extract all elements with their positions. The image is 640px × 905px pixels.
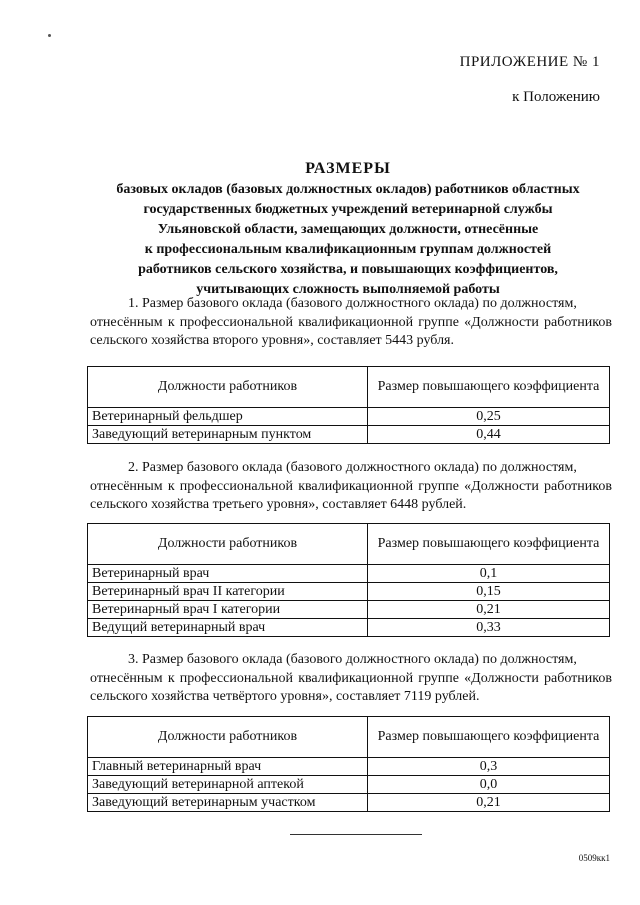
coefficient-cell: 0,21 [368, 601, 610, 619]
scan-speck [48, 34, 51, 37]
table-row [88, 758, 610, 776]
title-subtitle [70, 180, 626, 300]
section-1-table [87, 366, 610, 444]
section-2-table [87, 523, 610, 637]
section-3-paragraph [90, 651, 612, 707]
section-1-paragraph [90, 295, 612, 351]
coefficient-cell: 0,3 [368, 758, 610, 776]
position-cell: Заведующий ветеринарным пунктом [88, 426, 368, 444]
table-row [88, 426, 610, 444]
closing-divider [290, 834, 422, 835]
coefficient-cell: 0,15 [368, 583, 610, 601]
section-3-rest: отнесённым к профессиональной квалификационной группе «Должности работников сельского хозяйства четвёртого уровня», составляет 7119 рублей. [90, 670, 612, 704]
regulation-reference: к Положению [512, 89, 600, 105]
section-3-table [87, 716, 610, 812]
position-cell: Ветеринарный фельдшер [88, 408, 368, 426]
column-header-coefficient: Размер повышающего коэффициента [368, 367, 610, 408]
coefficient-cell: 0,1 [368, 565, 610, 583]
table-row [88, 776, 610, 794]
table-row [88, 601, 610, 619]
column-header-coefficient: Размер повышающего коэффициента [368, 524, 610, 565]
position-cell: Ветеринарный врач [88, 565, 368, 583]
title-line: работников сельского хозяйства, и повышающих коэффициентов, [138, 262, 558, 277]
document-title [70, 160, 626, 300]
table-row [88, 794, 610, 812]
table-row [88, 619, 610, 637]
section-1-rest: отнесённым к профессиональной квалификационной группе «Должности работников сельского хозяйства второго уровня», составляет 5443 рубля. [90, 314, 612, 348]
section-2-rest: отнесённым к профессиональной квалификационной группе «Должности работников сельского хозяйства третьего уровня», составляет 6448 рублей. [90, 478, 612, 512]
section-3-first-line: 3. Размер базового оклада (базового должностного оклада) по должностям, [128, 652, 577, 667]
title-line: к профессиональным квалификационным группам должностей [144, 242, 552, 257]
position-cell: Ветеринарный врач II категории [88, 583, 368, 601]
title-main: РАЗМЕРЫ [305, 160, 391, 177]
section-2-paragraph [90, 459, 612, 515]
table-header-row [88, 524, 610, 565]
column-header-coefficient: Размер повышающего коэффициента [368, 717, 610, 758]
position-cell: Ведущий ветеринарный врач [88, 619, 368, 637]
appendix-label: ПРИЛОЖЕНИЕ № 1 [459, 54, 600, 70]
column-header-position: Должности работников [88, 524, 368, 565]
position-cell: Заведующий ветеринарной аптекой [88, 776, 368, 794]
position-cell: Заведующий ветеринарным участком [88, 794, 368, 812]
coefficient-cell: 0,25 [368, 408, 610, 426]
table-header-row [88, 717, 610, 758]
coefficient-cell: 0,21 [368, 794, 610, 812]
column-header-position: Должности работников [88, 367, 368, 408]
column-header-position: Должности работников [88, 717, 368, 758]
title-line: государственных бюджетных учреждений ветеринарной службы [143, 202, 553, 217]
table-header-row [88, 367, 610, 408]
position-cell: Главный ветеринарный врач [88, 758, 368, 776]
section-2-first-line: 2. Размер базового оклада (базового должностного оклада) по должностям, [128, 460, 577, 475]
coefficient-cell: 0,0 [368, 776, 610, 794]
table-row [88, 583, 610, 601]
table-row [88, 408, 610, 426]
title-line: базовых окладов (базовых должностных окладов) работников областных [116, 182, 580, 197]
table-row [88, 565, 610, 583]
title-line: учитывающих сложность выполняемой работы [196, 282, 500, 297]
coefficient-cell: 0,44 [368, 426, 610, 444]
document-code: 0509кк1 [578, 853, 610, 863]
title-line: Ульяновской области, замещающих должности, отнесённые [157, 222, 539, 237]
position-cell: Ветеринарный врач I категории [88, 601, 368, 619]
section-1-first-line: 1. Размер базового оклада (базового должностного оклада) по должностям, [128, 296, 577, 311]
coefficient-cell: 0,33 [368, 619, 610, 637]
